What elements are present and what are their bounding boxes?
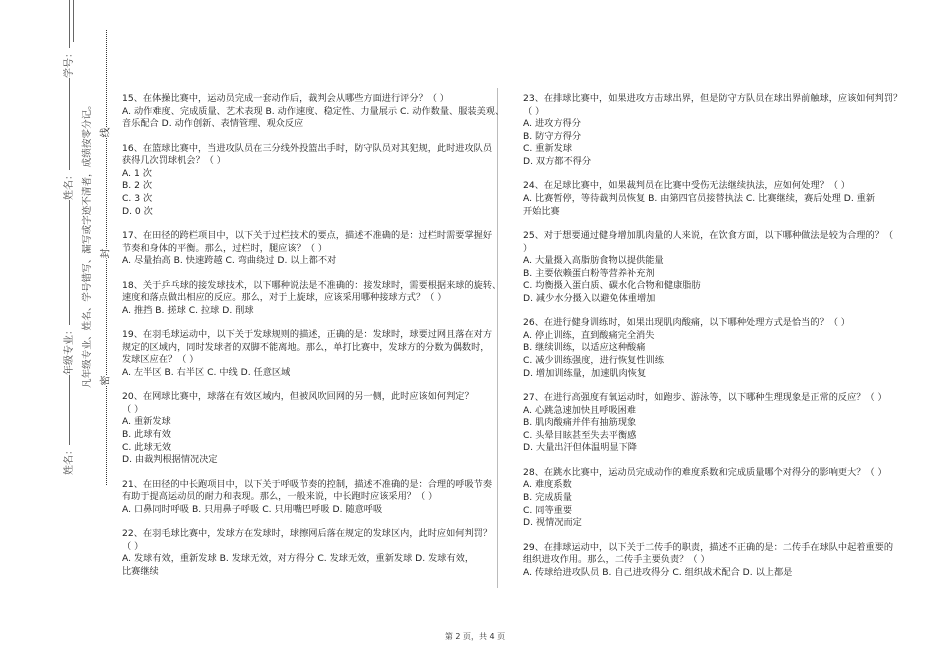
- question-stem: 17、在田径的跨栏项目中，以下关于过栏技术的要点，描述不准确的是：过栏时需要掌握好: [122, 229, 493, 241]
- question-line: A. 难度系数: [523, 479, 572, 491]
- question-stem: 19、在羽毛球运动中，以下关于发球规则的描述，正确的是：发球时，球要过网且落在对方: [122, 329, 493, 341]
- question-line: 音乐配合 D. 动作创新、表情管理、观众反应: [122, 118, 304, 130]
- question-line: A. 推挡 B. 搓球 C. 拉球 D. 削球: [122, 304, 254, 316]
- question-stem: 27、在进行高强度有氧运动时，如跑步、游泳等，以下哪种生理现象是正常的反应？（ ）: [523, 392, 887, 404]
- question-line: A. 动作难度、完成质量、艺术表现 B. 动作速度、稳定性、力量展示 C. 动作数量、服装美观、: [122, 105, 505, 117]
- name-label: 姓名：: [64, 170, 75, 200]
- question-line: A. 心跳急速加快且呼吸困难: [523, 404, 637, 416]
- question-stem: 26、在进行健身训练时，如果出现肌肉酸痛，以下哪种处理方式是恰当的？（ ）: [523, 317, 850, 329]
- question-line: A. 发球有效，重新发球 B. 发球无效，对方得分 C. 发球无效，重新发球 D. 发球有效，: [122, 553, 475, 565]
- question-stem: 21、在田径的中长跑项目中，以下关于呼吸节奏的控制，描述不准确的是：合理的呼吸节奏: [122, 478, 493, 490]
- question-stem: 23、在排球比赛中，如果进攻方击球出界，但是防守方队员在球出界前触球，应该如何判罚？: [523, 93, 903, 104]
- question-stem: 20、在网球比赛中，球落在有效区域内，但被风吹回网的另一侧，此时应该如何判定？: [122, 391, 474, 403]
- question-line: B. 继续训练，以适应这种酸痛: [523, 342, 646, 354]
- question-line: C. 重新发球: [523, 143, 573, 155]
- question-line: 组织进攻作用。那么，二传手主要负责？（ ）: [523, 554, 710, 566]
- right-column: [523, 93, 903, 591]
- question-line: A. 1 次: [122, 167, 152, 179]
- question-line: 获得几次罚球机会？（ ）: [122, 155, 226, 167]
- question-item: [122, 329, 502, 379]
- question-line: D. 减少水分摄入以避免体重增加: [523, 292, 656, 304]
- question-line: （ ）: [523, 105, 545, 117]
- question-stem: 18、关于乒乓球的接发球技术，以下哪种说法是不准确的：接发球时，需要根据来球的旋转、: [122, 279, 502, 291]
- question-stem: 28、在跳水比赛中，运动员完成动作的难度系数和完成质量哪个对得分的影响更大？（ ）: [523, 466, 887, 478]
- question-stem: 24、在足球比赛中，如果裁判员在比赛中受伤无法继续执法，应如何处理？（ ）: [523, 180, 850, 192]
- question-line: 比赛继续: [122, 565, 159, 577]
- page-footer: 第 2 页，共 4 页: [444, 632, 506, 641]
- student-id-label: 学号：: [64, 48, 75, 78]
- question-line: A. 重新发球: [122, 416, 171, 428]
- question-item: [122, 280, 502, 318]
- question-line: 节奏和身体的平衡。那么，过栏时，腿应该？（ ）: [122, 242, 328, 254]
- question-item: [122, 93, 505, 131]
- question-item: [122, 391, 502, 467]
- question-line: A. 传球给进攻队员 B. 自己进攻得分 C. 组织战术配合 D. 以上都是: [523, 566, 793, 578]
- question-line: C. 3 次: [122, 192, 153, 204]
- left-column: [122, 93, 505, 590]
- question-item: [523, 93, 903, 169]
- question-line: D. 视情况而定: [523, 517, 582, 529]
- seal-char-xian: 线: [100, 127, 112, 138]
- question-line: C. 减少训练强度，进行恢复性训练: [523, 355, 664, 367]
- question-line: C. 均衡摄入蛋白质、碳水化合物和健康脂肪: [523, 280, 701, 292]
- question-line: A. 左半区 B. 右半区 C. 中线 D. 任意区域: [122, 366, 291, 378]
- question-stem: 29、在排球运动中，以下关于二传手的职责，描述不正确的是：二传手在球队中起着重要的: [523, 541, 894, 553]
- question-line: A. 尽量抬高 B. 快速跨越 C. 弯曲绕过 D. 以上都不对: [122, 255, 337, 267]
- question-line: B. 完成质量: [523, 492, 572, 504]
- question-item: [523, 317, 903, 380]
- seal-char-feng: 封: [100, 248, 112, 259]
- question-item: [523, 467, 903, 530]
- question-item: [122, 143, 502, 219]
- question-line: C. 同等重要: [523, 504, 573, 516]
- question-line: A. 停止训练，直到酸痛完全消失: [523, 329, 655, 341]
- question-stem: 15、在体操比赛中，运动员完成一套动作后，裁判会从哪些方面进行评分？（ ）: [122, 93, 449, 104]
- question-item: [122, 230, 502, 268]
- question-line: C. 头晕目眩甚至失去平衡感: [523, 429, 637, 441]
- question-line: A. 口鼻同时呼吸 B. 只用鼻子呼吸 C. 只用嘴巴呼吸 D. 随意呼吸: [122, 503, 383, 515]
- question-line: D. 0 次: [122, 205, 153, 217]
- question-item: [122, 528, 502, 578]
- question-line: A. 进攻方得分: [523, 118, 581, 130]
- question-line: B. 2 次: [122, 180, 153, 192]
- question-line: （ ）: [122, 540, 144, 552]
- question-line: B. 肌肉酸痛并伴有抽筋现象: [523, 417, 637, 429]
- question-line: （ ）: [122, 403, 144, 415]
- question-line: 发球区应在？（ ）: [122, 354, 199, 366]
- question-item: [122, 479, 502, 517]
- question-stem: 16、在篮球比赛中，当进攻队员在三分线外投篮出手时，防守队员对其犯规，此时进攻队员: [122, 142, 493, 154]
- bottom-name-label: 姓名：: [64, 445, 75, 475]
- question-line: B. 防守方得分: [523, 130, 582, 142]
- question-item: [523, 180, 903, 218]
- question-stem: 25、对于想要通过健身增加肌肉量的人来说，在饮食方面，以下哪种做法是较为合理的？（: [523, 229, 894, 241]
- question-item: [523, 230, 903, 306]
- question-line: D. 双方都不得分: [523, 155, 592, 167]
- question-line: 速度和落点做出相应的反应。那么，对于上旋球，应该采用哪种接球方式？（ ）: [122, 292, 447, 304]
- question-line: D. 由裁判根据情况决定: [122, 454, 218, 466]
- question-line: 开始比赛: [523, 205, 560, 217]
- question-line: B. 此球有效: [122, 429, 171, 441]
- question-line: 规定的区域内，同时发球者的双脚不能离地。那么，单打比赛中，发球方的分数为偶数时，: [122, 341, 490, 353]
- question-line: D. 增加训练量，加速肌肉恢复: [523, 367, 647, 379]
- seal-char-mi: 密: [100, 375, 112, 386]
- question-item: [523, 392, 903, 455]
- grade-major-label: 年级专业：: [64, 325, 75, 375]
- question-line: 有助于提高运动员的耐力和表现。那么，一般来说，中长跑时应该采用？（ ）: [122, 491, 438, 503]
- question-line: A. 比赛暂停，等待裁判员恢复 B. 由第四官员接替执法 C. 比赛继续，赛后处理 D. 重新: [523, 192, 876, 204]
- question-item: [523, 542, 903, 580]
- question-line: A. 大量摄入高脂肪食物以提供能量: [523, 255, 664, 267]
- question-line: B. 主要依赖蛋白粉等营养补充剂: [523, 267, 655, 279]
- question-line: D. 大量出汗但体温明显下降: [523, 442, 637, 454]
- question-stem: 22、在羽毛球比赛中，发球方在发球时，球擦网后落在规定的发球区内，此时应如何判罚？: [122, 528, 493, 540]
- question-line: ）: [523, 242, 533, 254]
- question-line: C. 此球无效: [122, 441, 172, 453]
- notice-text: 凡年级专业、姓名、学号错写、漏写或字迹不清者，成绩按零分记。: [82, 100, 93, 388]
- student-info-strip: [64, 0, 76, 475]
